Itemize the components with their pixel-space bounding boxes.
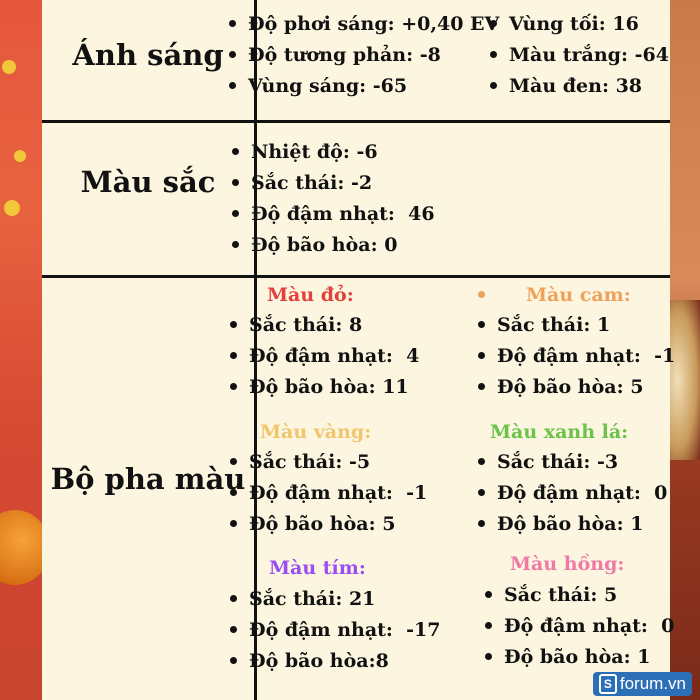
background-decoration-left <box>0 0 42 700</box>
settings-card <box>42 0 676 700</box>
setting-tint: Sắc thái: -2 <box>232 171 372 195</box>
mixer-heading-green: Màu xanh lá: <box>490 421 629 443</box>
red-vibrance: Độ đậm nhạt: 4 <box>230 344 419 368</box>
orange-bullet-icon <box>478 291 485 298</box>
green-hue: Sắc thái: -3 <box>478 450 618 474</box>
setting-exposure: Độ phơi sáng: +0,40 EV <box>229 12 499 36</box>
forum-logo-icon: S <box>599 674 617 694</box>
pink-saturation: Độ bão hòa: 1 <box>485 645 650 669</box>
food-bowl-decoration <box>668 300 700 460</box>
setting-whites: Màu trắng: -64 <box>490 43 669 67</box>
setting-saturation: Độ bão hòa: 0 <box>232 233 397 257</box>
yellow-hue: Sắc thái: -5 <box>230 450 370 474</box>
purple-hue: Sắc thái: 21 <box>230 587 375 611</box>
purple-saturation: Độ bão hòa:8 <box>230 649 389 673</box>
green-saturation: Độ bão hòa: 1 <box>478 512 643 536</box>
setting-highlights: Vùng sáng: -65 <box>229 74 407 98</box>
green-vibrance: Độ đậm nhạt: 0 <box>478 481 667 505</box>
yellow-saturation: Độ bão hòa: 5 <box>230 512 395 536</box>
red-hue: Sắc thái: 8 <box>230 313 362 337</box>
pink-hue: Sắc thái: 5 <box>485 583 617 607</box>
setting-blacks: Màu đen: 38 <box>490 74 642 98</box>
blossom-decoration <box>4 200 20 216</box>
purple-vibrance: Độ đậm nhạt: -17 <box>230 618 441 642</box>
blossom-decoration <box>2 60 16 74</box>
yellow-vibrance: Độ đậm nhạt: -1 <box>230 481 427 505</box>
orange-hue: Sắc thái: 1 <box>478 313 610 337</box>
setting-temperature: Nhiệt độ: -6 <box>232 140 378 164</box>
mixer-heading-purple: Màu tím: <box>269 557 366 579</box>
forum-watermark <box>593 672 692 696</box>
red-saturation: Độ bão hòa: 11 <box>230 375 409 399</box>
blossom-decoration <box>14 150 26 162</box>
setting-vibrance: Độ đậm nhạt: 46 <box>232 202 435 226</box>
pink-vibrance: Độ đậm nhạt: 0 <box>485 614 674 638</box>
row-divider <box>42 275 670 278</box>
section-title-mixer: Bộ pha màu <box>50 462 246 496</box>
section-title-light: Ánh sáng <box>72 38 224 72</box>
section-title-color: Màu sắc <box>80 165 216 199</box>
orange-vibrance: Độ đậm nhạt: -1 <box>478 344 675 368</box>
row-divider <box>42 120 670 123</box>
mixer-heading-yellow: Màu vàng: <box>260 421 372 443</box>
mixer-heading-pink: Màu hồng: <box>510 553 625 575</box>
orange-saturation: Độ bão hòa: 5 <box>478 375 643 399</box>
mixer-heading-red: Màu đỏ: <box>267 284 354 306</box>
mixer-heading-orange: Màu cam: <box>526 284 631 306</box>
setting-contrast: Độ tương phản: -8 <box>229 43 441 67</box>
setting-shadows: Vùng tối: 16 <box>490 12 639 36</box>
watermark-text: forum.vn <box>619 674 686 693</box>
